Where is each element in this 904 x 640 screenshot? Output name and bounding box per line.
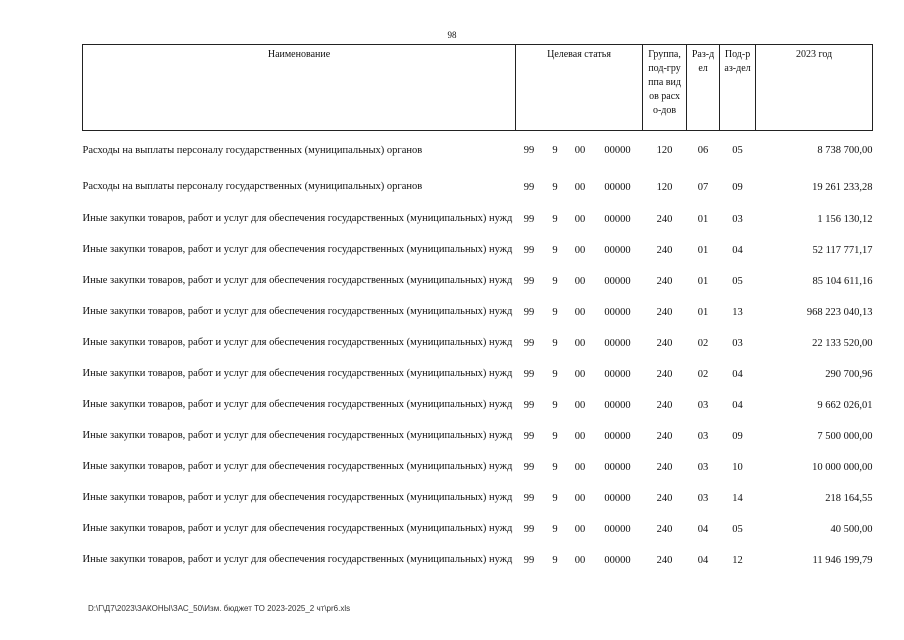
row-amount-cell: 9 662 026,01: [817, 399, 873, 411]
row-amount-cell: 19 261 233,28: [812, 181, 873, 193]
row-direction-code-cell: 00000: [604, 368, 631, 380]
table-row: [83, 171, 873, 204]
header-year-2023: 2023 год: [756, 45, 873, 131]
row-expense-group-cell: 240: [656, 492, 673, 504]
row-subsection-cell: 10: [732, 461, 743, 473]
row-direction-code-cell: 00000: [604, 523, 631, 535]
row-section-cell: 03: [697, 399, 709, 411]
header-target-article: Целевая статья: [516, 45, 643, 131]
row-section-cell: 02: [697, 368, 709, 380]
row-direction-code-cell: 00000: [604, 337, 631, 349]
table-row: [83, 390, 873, 421]
row-main-event-code-cell: 00: [574, 461, 586, 473]
row-subprogram-code-cell: 9: [552, 337, 558, 349]
row-program-code-cell: 99: [523, 213, 535, 225]
row-amount-cell: 10 000 000,00: [812, 461, 873, 473]
row-name-cell: Расходы на выплаты персоналу государственных (муниципальных) органов: [82, 180, 423, 192]
row-direction-code-cell: 00000: [604, 492, 631, 504]
row-amount-cell: 11 946 199,79: [812, 554, 873, 566]
row-main-event-code-cell: 00: [574, 145, 586, 157]
row-main-event-code-cell: 00: [574, 244, 586, 256]
row-amount-cell: 1 156 130,12: [817, 213, 873, 225]
row-subprogram-code-cell: 9: [552, 181, 558, 193]
header-subsection: [720, 45, 756, 131]
row-main-event-code-cell: 00: [574, 306, 586, 318]
row-section-cell: 01: [697, 275, 709, 287]
table-row: [83, 235, 873, 266]
row-main-event-code-cell: 00: [574, 430, 586, 442]
row-subsection-cell: 05: [732, 523, 743, 535]
row-main-event-code-cell: 00: [574, 554, 586, 566]
row-direction-code-cell: 00000: [604, 213, 631, 225]
row-subprogram-code-cell: 9: [552, 368, 558, 380]
row-name-cell: Иные закупки товаров, работ и услуг для обеспечения государственных (муниципальных) нужд: [82, 212, 513, 224]
table-row: [83, 359, 873, 390]
row-name-cell: Иные закупки товаров, работ и услуг для обеспечения государственных (муниципальных) нужд: [82, 336, 513, 348]
row-name-cell: Иные закупки товаров, работ и услуг для обеспечения государственных (муниципальных) нужд: [82, 305, 513, 317]
row-expense-group-cell: 240: [656, 244, 673, 256]
header-expense-group: [643, 45, 687, 131]
row-main-event-code-cell: 00: [574, 337, 586, 349]
row-main-event-code-cell: 00: [574, 181, 586, 193]
row-section-cell: 01: [697, 244, 709, 256]
row-expense-group-cell: 240: [656, 306, 673, 318]
row-subprogram-code-cell: 9: [552, 145, 558, 157]
row-program-code-cell: 99: [523, 275, 535, 287]
row-subsection-cell: 09: [732, 181, 743, 193]
row-section-cell: 03: [697, 430, 709, 442]
row-subsection-cell: 13: [732, 306, 743, 318]
row-section-cell: 06: [697, 145, 709, 157]
row-main-event-code-cell: 00: [574, 523, 586, 535]
row-main-event-code-cell: 00: [574, 492, 586, 504]
row-program-code-cell: 99: [523, 337, 535, 349]
row-amount-cell: 52 117 771,17: [812, 244, 873, 256]
row-subprogram-code-cell: 9: [552, 523, 558, 535]
header-section: [687, 45, 720, 131]
row-name-cell: Иные закупки товаров, работ и услуг для обеспечения государственных (муниципальных) нужд: [82, 274, 513, 286]
row-subprogram-code-cell: 9: [552, 461, 558, 473]
table-header-row: [83, 45, 873, 131]
row-expense-group-cell: 240: [656, 461, 673, 473]
row-subsection-cell: 05: [732, 145, 743, 157]
row-subprogram-code-cell: 9: [552, 244, 558, 256]
row-subprogram-code-cell: 9: [552, 213, 558, 225]
row-direction-code-cell: 00000: [604, 306, 631, 318]
row-program-code-cell: 99: [523, 523, 535, 535]
row-subsection-cell: 04: [732, 368, 743, 380]
row-name-cell: Иные закупки товаров, работ и услуг для обеспечения государственных (муниципальных) нужд: [82, 243, 513, 255]
row-program-code-cell: 99: [523, 306, 535, 318]
row-expense-group-cell: 240: [656, 554, 673, 566]
row-program-code-cell: 99: [523, 430, 535, 442]
row-direction-code-cell: 00000: [604, 461, 631, 473]
row-amount-cell: 85 104 611,16: [812, 275, 873, 287]
row-section-cell: 03: [697, 461, 709, 473]
row-section-cell: 04: [697, 523, 709, 535]
row-subsection-cell: 04: [732, 244, 743, 256]
row-direction-code-cell: 00000: [604, 554, 631, 566]
row-name-cell: Расходы на выплаты персоналу государственных (муниципальных) органов: [82, 144, 423, 156]
row-expense-group-cell: 240: [656, 213, 673, 225]
header-name: Наименование: [83, 45, 516, 131]
row-program-code-cell: 99: [523, 244, 535, 256]
row-name-cell: Иные закупки товаров, работ и услуг для обеспечения государственных (муниципальных) нужд: [82, 553, 513, 565]
row-program-code-cell: 99: [523, 145, 535, 157]
table-row: [83, 421, 873, 452]
row-amount-cell: 8 738 700,00: [817, 145, 873, 157]
row-name-cell: Иные закупки товаров, работ и услуг для обеспечения государственных (муниципальных) нужд: [82, 491, 513, 503]
row-program-code-cell: 99: [523, 181, 535, 193]
row-program-code-cell: 99: [523, 492, 535, 504]
row-main-event-code-cell: 00: [574, 399, 586, 411]
row-expense-group-cell: 120: [656, 181, 673, 193]
row-amount-cell: 40 500,00: [830, 523, 873, 535]
row-direction-code-cell: 00000: [604, 181, 631, 193]
page-number: 98: [447, 30, 457, 40]
row-subprogram-code-cell: 9: [552, 554, 558, 566]
row-name-cell: Иные закупки товаров, работ и услуг для обеспечения государственных (муниципальных) нужд: [82, 398, 513, 410]
budget-table: [82, 44, 873, 576]
file-path-footer: D:\Г\Д7\2023\ЗАКОНЫ\ЗАС_50\Изм. бюджет ТО 2023-2025_2 чт\pr6.xls: [88, 604, 351, 613]
table-row: [83, 266, 873, 297]
row-direction-code-cell: 00000: [604, 430, 631, 442]
table-row: [83, 545, 873, 576]
row-section-cell: 01: [697, 306, 709, 318]
row-direction-code-cell: 00000: [604, 399, 631, 411]
header-expense-group-label: Группа, под-группа видов расхо-дов: [648, 49, 681, 116]
row-name-cell: Иные закупки товаров, работ и услуг для обеспечения государственных (муниципальных) нужд: [82, 429, 513, 441]
row-subsection-cell: 12: [732, 554, 743, 566]
row-section-cell: 04: [697, 554, 709, 566]
row-name-cell: Иные закупки товаров, работ и услуг для обеспечения государственных (муниципальных) нужд: [82, 522, 513, 534]
row-main-event-code-cell: 00: [574, 368, 586, 380]
row-program-code-cell: 99: [523, 368, 535, 380]
row-section-cell: 03: [697, 492, 709, 504]
table-row: [83, 204, 873, 235]
row-amount-cell: 968 223 040,13: [806, 306, 873, 318]
row-subsection-cell: 14: [732, 492, 743, 504]
row-section-cell: 01: [697, 213, 709, 225]
row-subprogram-code-cell: 9: [552, 275, 558, 287]
row-subsection-cell: 04: [732, 399, 743, 411]
row-program-code-cell: 99: [523, 554, 535, 566]
row-section-cell: 02: [697, 337, 709, 349]
row-amount-cell: 218 164,55: [825, 492, 873, 504]
row-subprogram-code-cell: 9: [552, 430, 558, 442]
row-amount-cell: 290 700,96: [825, 368, 873, 380]
row-expense-group-cell: 240: [656, 399, 673, 411]
table-row: [83, 514, 873, 545]
row-subprogram-code-cell: 9: [552, 306, 558, 318]
header-section-label: Раз-дел: [691, 49, 715, 74]
row-expense-group-cell: 120: [656, 145, 673, 157]
row-subprogram-code-cell: 9: [552, 492, 558, 504]
row-subprogram-code-cell: 9: [552, 399, 558, 411]
row-direction-code-cell: 00000: [604, 244, 631, 256]
row-subsection-cell: 03: [732, 213, 743, 225]
row-direction-code-cell: 00000: [604, 275, 631, 287]
row-program-code-cell: 99: [523, 399, 535, 411]
header-subsection-label: Под-раз-дел: [724, 49, 751, 74]
row-direction-code-cell: 00000: [604, 145, 631, 157]
row-expense-group-cell: 240: [656, 337, 673, 349]
table-row: [83, 297, 873, 328]
row-subsection-cell: 03: [732, 337, 743, 349]
row-program-code-cell: 99: [523, 461, 535, 473]
row-expense-group-cell: 240: [656, 368, 673, 380]
row-expense-group-cell: 240: [656, 275, 673, 287]
row-main-event-code-cell: 00: [574, 275, 586, 287]
table-row: [83, 131, 873, 171]
row-expense-group-cell: 240: [656, 430, 673, 442]
row-name-cell: Иные закупки товаров, работ и услуг для обеспечения государственных (муниципальных) нужд: [82, 367, 513, 379]
row-amount-cell: 22 133 520,00: [812, 337, 873, 349]
table-row: [83, 328, 873, 359]
table-row: [83, 452, 873, 483]
row-section-cell: 07: [697, 181, 709, 193]
row-subsection-cell: 05: [732, 275, 743, 287]
row-main-event-code-cell: 00: [574, 213, 586, 225]
row-amount-cell: 7 500 000,00: [817, 430, 873, 442]
row-expense-group-cell: 240: [656, 523, 673, 535]
row-subsection-cell: 09: [732, 430, 743, 442]
row-name-cell: Иные закупки товаров, работ и услуг для обеспечения государственных (муниципальных) нужд: [82, 460, 513, 472]
table-row: [83, 483, 873, 514]
